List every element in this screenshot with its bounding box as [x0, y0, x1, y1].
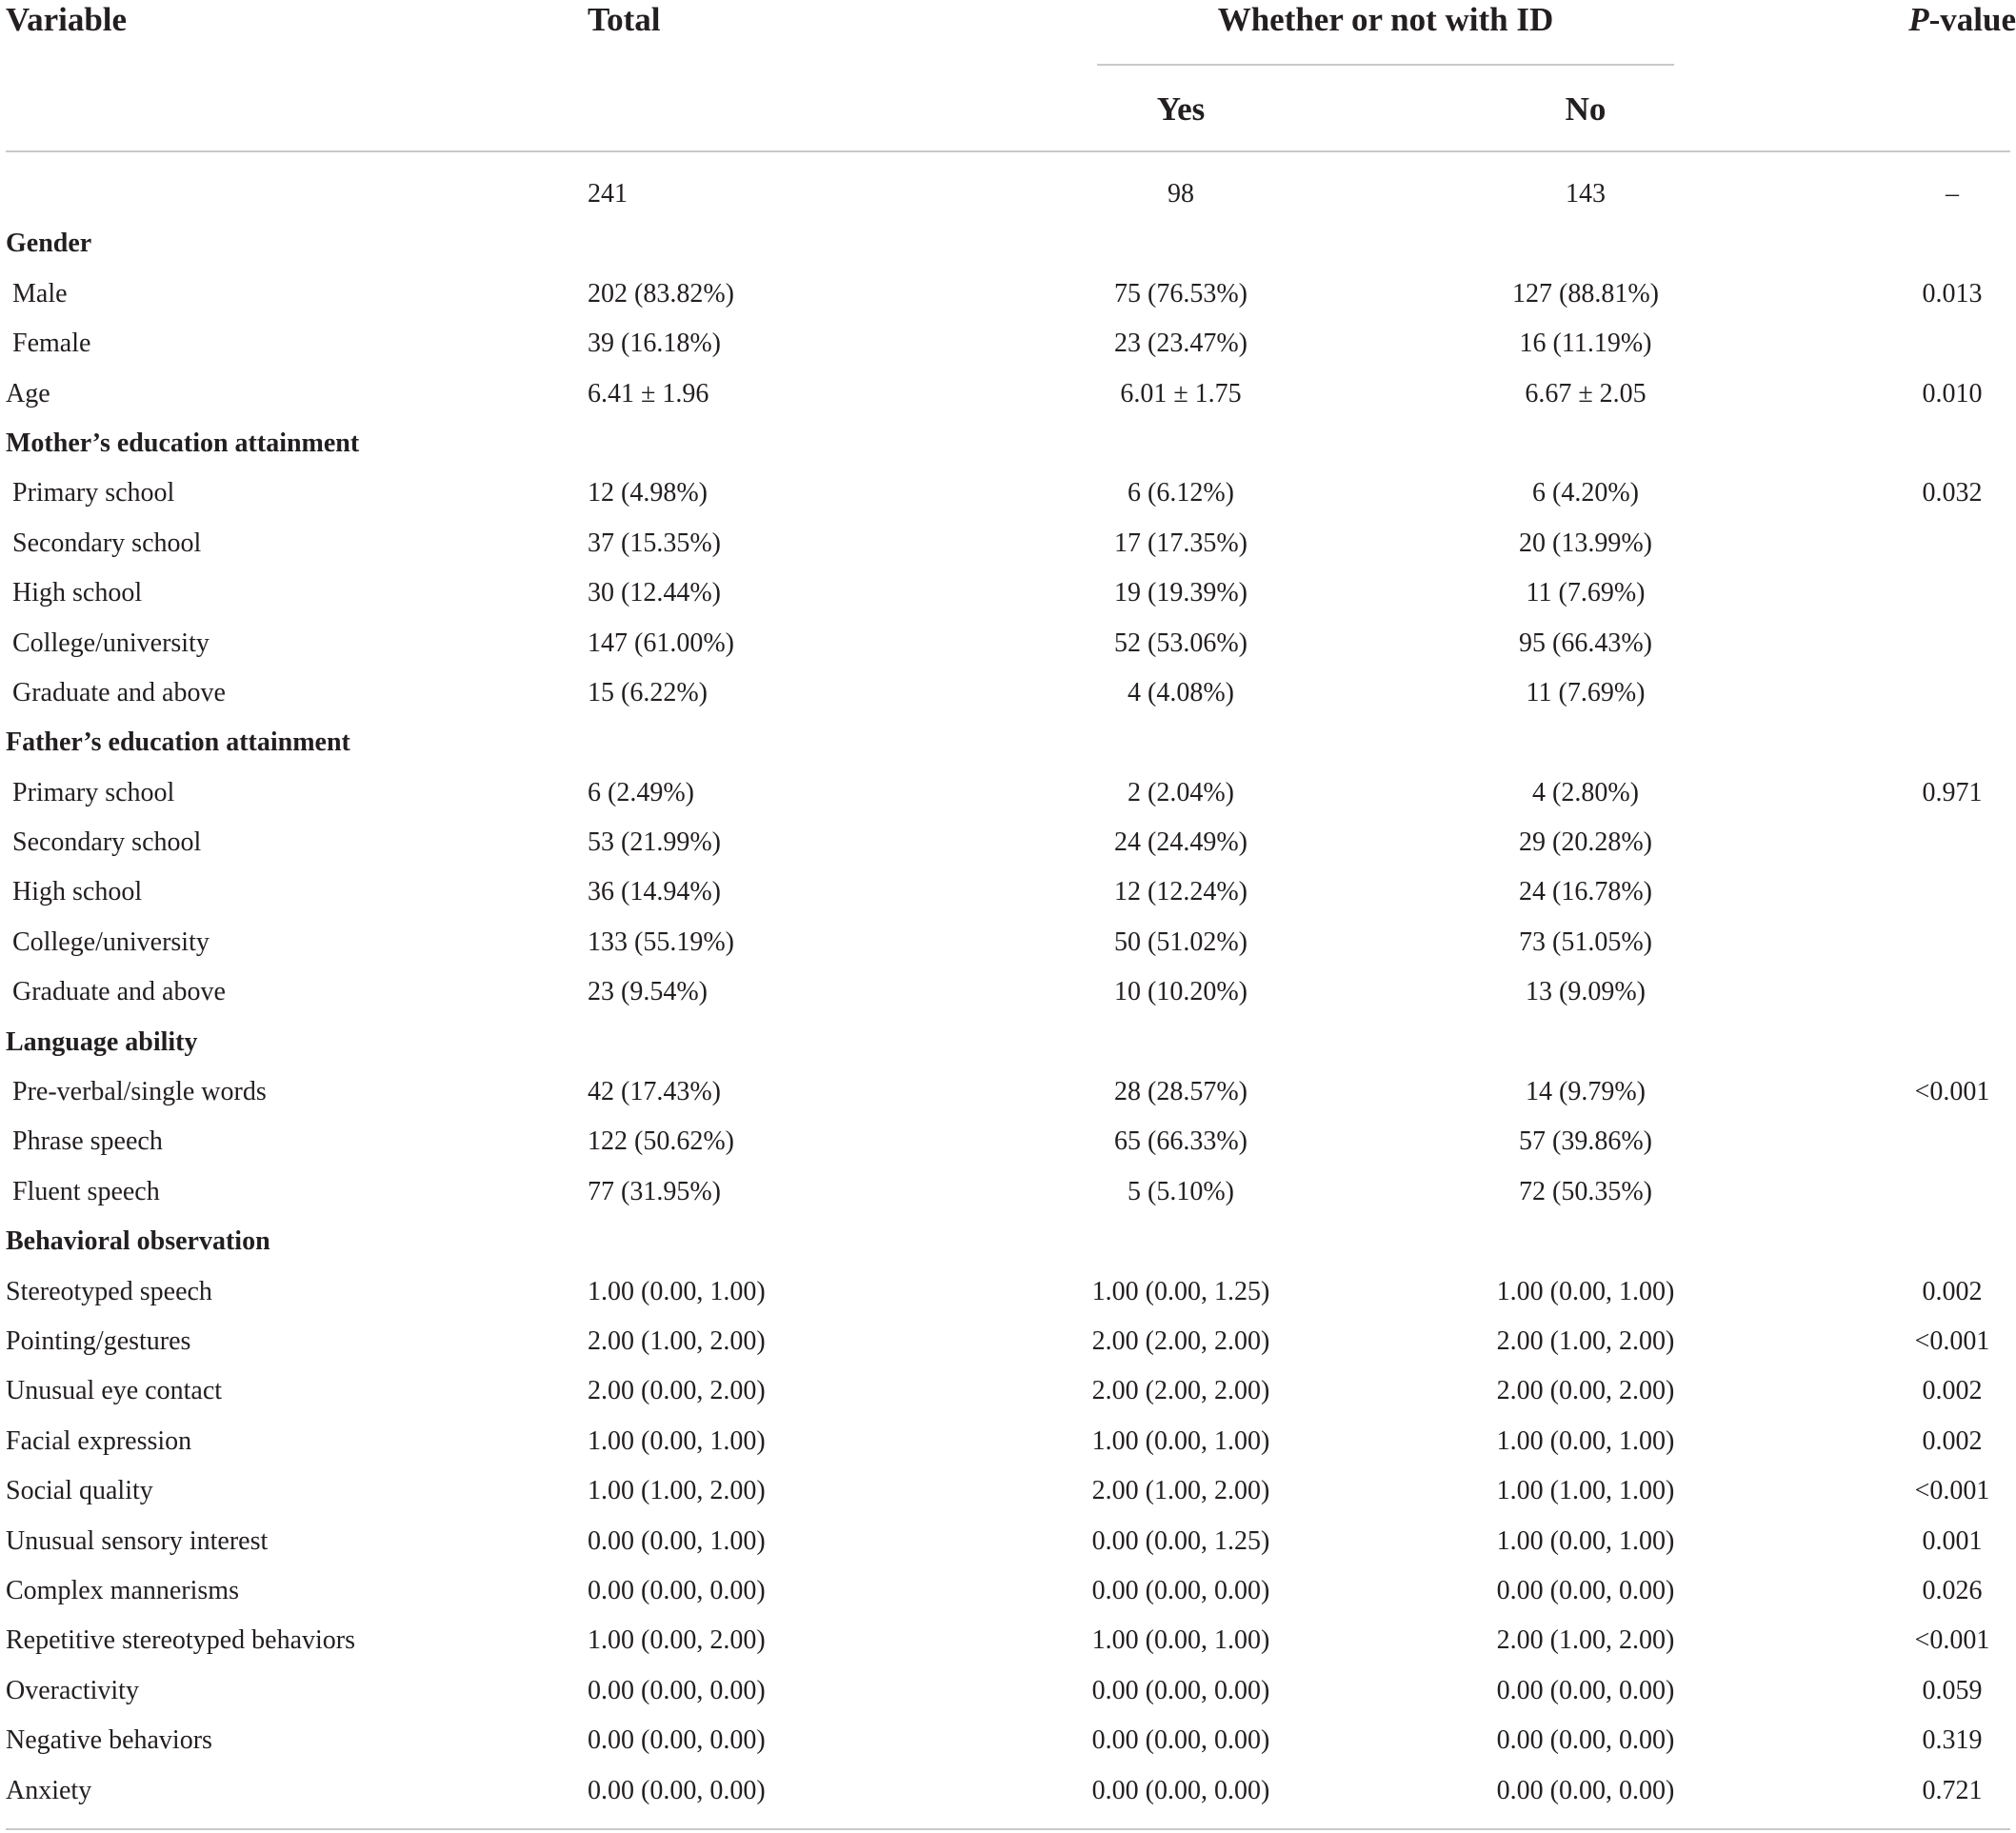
row-yes: 65 (66.33%): [1114, 1126, 1248, 1157]
row-variable: Graduate and above: [12, 977, 226, 1007]
row-yes: 12 (12.24%): [1114, 877, 1248, 907]
row-section-label: Language ability: [6, 1026, 198, 1057]
row-no: 2.00 (0.00, 2.00): [1496, 1376, 1675, 1406]
table-row: [0, 1466, 2016, 1516]
row-total: 42 (17.43%): [588, 1077, 721, 1107]
row-total: 23 (9.54%): [588, 977, 708, 1007]
row-variable: Phrase speech: [12, 1126, 163, 1157]
row-variable: Overactivity: [6, 1675, 139, 1705]
row-variable: Female: [12, 329, 91, 359]
row-variable: Facial expression: [6, 1425, 192, 1456]
table-row: [0, 818, 2016, 867]
row-total: 0.00 (0.00, 0.00): [588, 1675, 766, 1705]
table-row: [0, 668, 2016, 718]
row-total: 53 (21.99%): [588, 827, 721, 858]
row-total: 12 (4.98%): [588, 478, 708, 508]
row-variable: Secondary school: [12, 827, 202, 858]
row-no: 16 (11.19%): [1519, 329, 1652, 359]
row-no: 143: [1566, 179, 1606, 209]
row-yes: 19 (19.39%): [1114, 578, 1248, 608]
row-yes: 24 (24.49%): [1114, 827, 1248, 858]
row-total: 37 (15.35%): [588, 528, 721, 558]
row-total: 2.00 (1.00, 2.00): [588, 1325, 766, 1356]
row-p-value: 0.026: [1922, 1575, 1983, 1605]
row-yes: 10 (10.20%): [1114, 977, 1248, 1007]
row-variable: Unusual sensory interest: [6, 1525, 269, 1556]
row-total: 133 (55.19%): [588, 926, 734, 957]
row-no: 1.00 (1.00, 1.00): [1496, 1476, 1675, 1506]
table-row: [0, 967, 2016, 1017]
row-variable: Complex mannerisms: [6, 1575, 239, 1605]
row-p-value: 0.721: [1922, 1775, 1983, 1805]
row-no: 0.00 (0.00, 0.00): [1496, 1675, 1675, 1705]
row-total: 6.41 ± 1.96: [588, 378, 709, 408]
row-variable: College/university: [12, 926, 210, 957]
table-row: [0, 1167, 2016, 1217]
row-total: 1.00 (1.00, 2.00): [588, 1476, 766, 1506]
row-total: 1.00 (0.00, 1.00): [588, 1425, 766, 1456]
row-total: 2.00 (0.00, 2.00): [588, 1376, 766, 1406]
row-no: 13 (9.09%): [1526, 977, 1646, 1007]
row-variable: Graduate and above: [12, 677, 226, 707]
row-variable: Anxiety: [6, 1775, 92, 1805]
table-row: [0, 1616, 2016, 1665]
header-p-italic: P: [1908, 1, 1929, 38]
row-p-value: 0.032: [1922, 478, 1983, 508]
row-no: 95 (66.43%): [1519, 628, 1652, 658]
row-yes: 2.00 (1.00, 2.00): [1091, 1476, 1270, 1506]
row-total: 241: [588, 179, 628, 209]
header-total: Total: [588, 1, 661, 38]
row-no: 2.00 (1.00, 2.00): [1496, 1625, 1675, 1656]
table-row: [0, 768, 2016, 818]
header-bottom-rule: [6, 150, 2010, 152]
row-p-value: <0.001: [1914, 1077, 1990, 1107]
row-yes: 0.00 (0.00, 0.00): [1091, 1725, 1270, 1756]
table-row: [0, 468, 2016, 518]
row-yes: 6.01 ± 1.75: [1120, 378, 1242, 408]
row-no: 4 (2.80%): [1532, 777, 1639, 807]
row-no: 0.00 (0.00, 0.00): [1496, 1575, 1675, 1605]
table-bottom-rule: [6, 1828, 2010, 1830]
row-variable: Fluent speech: [12, 1176, 160, 1206]
row-total: 36 (14.94%): [588, 877, 721, 907]
row-variable: Pre-verbal/single words: [12, 1077, 267, 1107]
row-yes: 1.00 (0.00, 1.25): [1091, 1276, 1270, 1306]
row-total: 0.00 (0.00, 0.00): [588, 1575, 766, 1605]
row-no: 72 (50.35%): [1519, 1176, 1652, 1206]
row-variable: College/university: [12, 628, 210, 658]
row-p-value: 0.010: [1922, 378, 1983, 408]
row-p-value: 0.001: [1922, 1525, 1983, 1556]
row-yes: 1.00 (0.00, 1.00): [1091, 1425, 1270, 1456]
row-total: 1.00 (0.00, 1.00): [588, 1276, 766, 1306]
row-no: 73 (51.05%): [1519, 926, 1652, 957]
row-total: 147 (61.00%): [588, 628, 734, 658]
table-row: [0, 867, 2016, 917]
row-no: 1.00 (0.00, 1.00): [1496, 1276, 1675, 1306]
section-header-row: [0, 1018, 2016, 1067]
table-row: [0, 1766, 2016, 1816]
header-group-id: Whether or not with ID: [1217, 1, 1554, 38]
table-row: [0, 1267, 2016, 1317]
row-p-value: <0.001: [1914, 1325, 1990, 1356]
row-yes: 0.00 (0.00, 0.00): [1091, 1675, 1270, 1705]
row-no: 0.00 (0.00, 0.00): [1496, 1775, 1675, 1805]
table-row: [0, 1417, 2016, 1466]
header-no: No: [1565, 90, 1607, 128]
row-variable: Primary school: [12, 478, 175, 508]
table-row: [0, 269, 2016, 319]
row-yes: 0.00 (0.00, 1.25): [1091, 1525, 1270, 1556]
row-p-value: 0.013: [1922, 278, 1983, 309]
row-p-value: 0.971: [1922, 777, 1983, 807]
row-variable: Social quality: [6, 1476, 153, 1506]
row-no: 57 (39.86%): [1519, 1126, 1652, 1157]
row-variable: Unusual eye contact: [6, 1376, 223, 1406]
table-row: [0, 169, 2016, 219]
row-yes: 50 (51.02%): [1114, 926, 1248, 957]
row-no: 11 (7.69%): [1526, 677, 1646, 707]
header-variable: Variable: [6, 1, 128, 38]
row-no: 6 (4.20%): [1532, 478, 1639, 508]
row-yes: 5 (5.10%): [1128, 1176, 1234, 1206]
row-no: 11 (7.69%): [1526, 578, 1646, 608]
row-total: 30 (12.44%): [588, 578, 721, 608]
table-row: [0, 1517, 2016, 1566]
row-total: 0.00 (0.00, 0.00): [588, 1725, 766, 1756]
row-yes: 0.00 (0.00, 0.00): [1091, 1575, 1270, 1605]
row-yes: 98: [1168, 179, 1194, 209]
row-total: 15 (6.22%): [588, 677, 708, 707]
table-row: [0, 369, 2016, 419]
header-yes: Yes: [1156, 90, 1206, 128]
row-p-value: –: [1946, 179, 1959, 209]
header-p-value: [1908, 1, 2016, 39]
row-total: 202 (83.82%): [588, 278, 734, 309]
header-p-suffix: -value: [1928, 1, 2016, 38]
row-variable: Age: [6, 378, 50, 408]
row-variable: Negative behaviors: [6, 1725, 212, 1756]
row-p-value: 0.002: [1922, 1425, 1983, 1456]
row-p-value: <0.001: [1914, 1625, 1990, 1656]
row-variable: High school: [12, 877, 143, 907]
row-section-label: Gender: [6, 229, 92, 259]
row-yes: 1.00 (0.00, 1.00): [1091, 1625, 1270, 1656]
row-no: 24 (16.78%): [1519, 877, 1652, 907]
row-section-label: Father’s education attainment: [6, 727, 350, 758]
row-no: 6.67 ± 2.05: [1525, 378, 1647, 408]
row-variable: Pointing/gestures: [6, 1325, 191, 1356]
row-variable: Male: [12, 278, 68, 309]
row-variable: Repetitive stereotyped behaviors: [6, 1625, 355, 1656]
row-yes: 75 (76.53%): [1114, 278, 1248, 309]
row-no: 2.00 (1.00, 2.00): [1496, 1325, 1675, 1356]
row-variable: High school: [12, 578, 143, 608]
row-total: 77 (31.95%): [588, 1176, 721, 1206]
row-yes: 4 (4.08%): [1128, 677, 1234, 707]
row-no: 127 (88.81%): [1512, 278, 1659, 309]
row-yes: 23 (23.47%): [1114, 329, 1248, 359]
row-section-label: Behavioral observation: [6, 1226, 270, 1257]
section-header-row: [0, 718, 2016, 767]
row-yes: 17 (17.35%): [1114, 528, 1248, 558]
table-row: [0, 918, 2016, 967]
row-no: 1.00 (0.00, 1.00): [1496, 1525, 1675, 1556]
row-no: 29 (20.28%): [1519, 827, 1652, 858]
row-yes: 2.00 (2.00, 2.00): [1091, 1376, 1270, 1406]
table-row: [0, 319, 2016, 369]
row-yes: 6 (6.12%): [1128, 478, 1234, 508]
section-header-row: [0, 419, 2016, 468]
table-row: [0, 619, 2016, 668]
table-row: [0, 568, 2016, 618]
row-no: 14 (9.79%): [1526, 1077, 1646, 1107]
section-header-row: [0, 1217, 2016, 1266]
row-variable: Stereotyped speech: [6, 1276, 212, 1306]
row-total: 122 (50.62%): [588, 1126, 734, 1157]
row-yes: 52 (53.06%): [1114, 628, 1248, 658]
row-section-label: Mother’s education attainment: [6, 428, 360, 458]
table-row: [0, 1067, 2016, 1117]
row-p-value: 0.059: [1922, 1675, 1983, 1705]
table-row: [0, 1317, 2016, 1366]
group-header-rule: [1097, 64, 1674, 66]
row-p-value: 0.319: [1922, 1725, 1983, 1756]
row-variable: Secondary school: [12, 528, 202, 558]
row-p-value: 0.002: [1922, 1376, 1983, 1406]
row-p-value: 0.002: [1922, 1276, 1983, 1306]
section-header-row: [0, 219, 2016, 269]
row-yes: 0.00 (0.00, 0.00): [1091, 1775, 1270, 1805]
table-row: [0, 1366, 2016, 1416]
row-no: 20 (13.99%): [1519, 528, 1652, 558]
row-total: 0.00 (0.00, 0.00): [588, 1775, 766, 1805]
table-row: [0, 1566, 2016, 1616]
row-total: 0.00 (0.00, 1.00): [588, 1525, 766, 1556]
row-total: 6 (2.49%): [588, 777, 694, 807]
table-row: [0, 519, 2016, 568]
row-yes: 28 (28.57%): [1114, 1077, 1248, 1107]
row-yes: 2 (2.04%): [1128, 777, 1234, 807]
table-row: [0, 1716, 2016, 1765]
row-p-value: <0.001: [1914, 1476, 1990, 1506]
row-no: 1.00 (0.00, 1.00): [1496, 1425, 1675, 1456]
table-body: [0, 169, 2016, 1816]
table-row: [0, 1666, 2016, 1716]
row-total: 1.00 (0.00, 2.00): [588, 1625, 766, 1656]
row-variable: Primary school: [12, 777, 175, 807]
table-row: [0, 1117, 2016, 1166]
row-no: 0.00 (0.00, 0.00): [1496, 1725, 1675, 1756]
row-yes: 2.00 (2.00, 2.00): [1091, 1325, 1270, 1356]
row-total: 39 (16.18%): [588, 329, 721, 359]
